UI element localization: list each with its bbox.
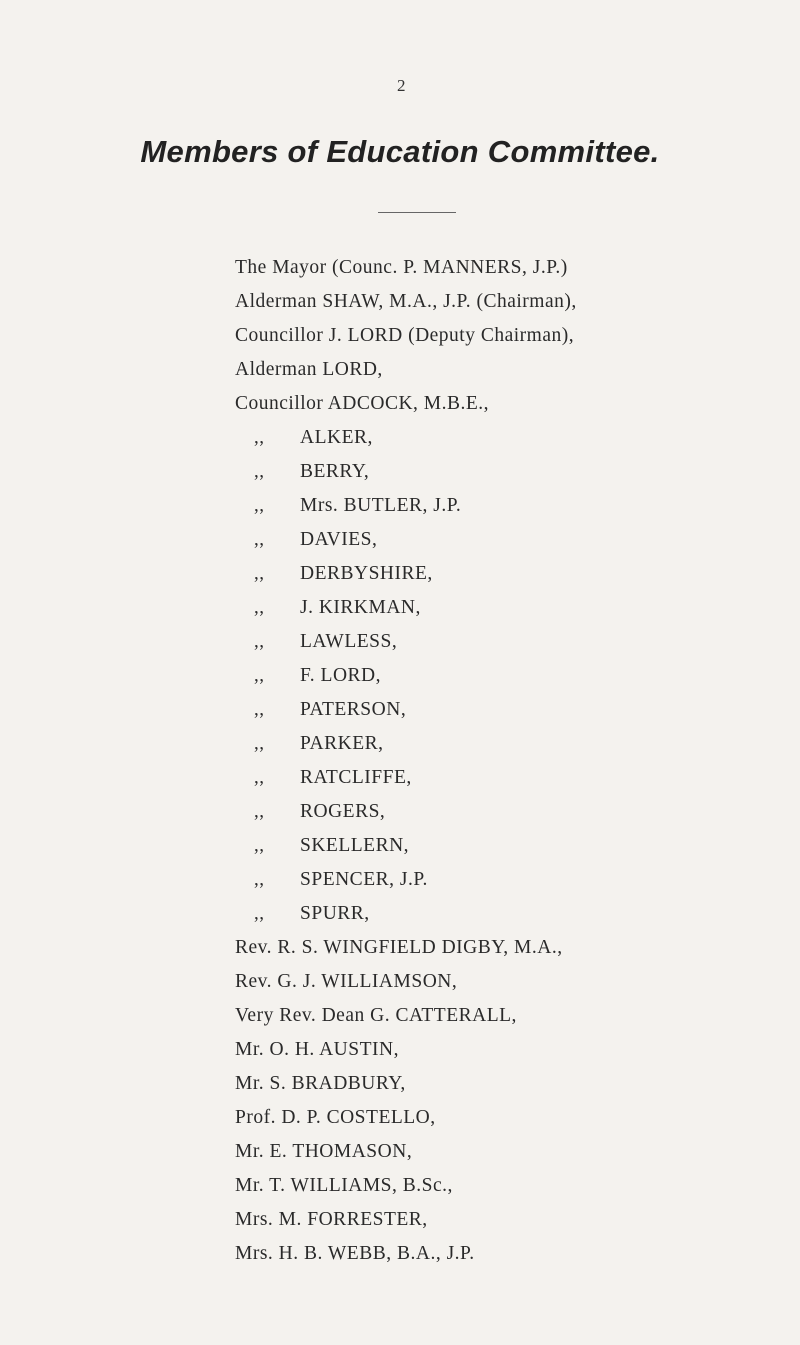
councillor-list-item bbox=[235, 829, 577, 863]
member-list-item: Alderman LORD, bbox=[235, 359, 383, 380]
councillor-name: J. KIRKMAN, bbox=[300, 597, 421, 618]
councillor-name: DAVIES, bbox=[300, 529, 378, 550]
councillor-list-item bbox=[235, 455, 577, 489]
ditto-mark: ,, bbox=[254, 563, 265, 584]
member-list-item: Rev. R. S. WINGFIELD DIGBY, M.A., bbox=[235, 937, 563, 958]
ditto-mark: ,, bbox=[254, 665, 265, 686]
member-list-item: The Mayor (Counc. P. MANNERS, J.P.) bbox=[235, 257, 568, 278]
councillor-list-item bbox=[235, 761, 577, 795]
councillor-name: ROGERS, bbox=[300, 801, 386, 822]
councillor-list-item bbox=[235, 591, 577, 625]
councillor-list-item bbox=[235, 727, 577, 761]
member-list-item: Prof. D. P. COSTELLO, bbox=[235, 1107, 436, 1128]
member-list-item: Mrs. M. FORRESTER, bbox=[235, 1209, 428, 1230]
ditto-mark: ,, bbox=[254, 733, 265, 754]
member-list-item: Mr. S. BRADBURY, bbox=[235, 1073, 406, 1094]
councillor-name: LAWLESS, bbox=[300, 631, 398, 652]
councillor-name: SPURR, bbox=[300, 903, 370, 924]
ditto-mark: ,, bbox=[254, 801, 265, 822]
member-list-item: Councillor ADCOCK, M.B.E., bbox=[235, 393, 490, 414]
councillor-name: PATERSON, bbox=[300, 699, 407, 720]
councillor-name: SPENCER, J.P. bbox=[300, 869, 428, 890]
ditto-mark: ,, bbox=[254, 699, 265, 720]
councillor-list-item bbox=[235, 625, 577, 659]
councillor-list-item bbox=[235, 659, 577, 693]
title-divider bbox=[378, 212, 456, 213]
member-list-item: Mr. T. WILLIAMS, B.Sc., bbox=[235, 1175, 453, 1196]
ditto-mark: ,, bbox=[254, 427, 265, 448]
councillor-name: BERRY, bbox=[300, 461, 370, 482]
councillor-name: SKELLERN, bbox=[300, 835, 410, 856]
councillor-list-item bbox=[235, 795, 577, 829]
page-title: Members of Education Committee. bbox=[140, 134, 660, 169]
ditto-mark: ,, bbox=[254, 495, 265, 516]
ditto-mark: ,, bbox=[254, 767, 265, 788]
councillor-name: DERBYSHIRE, bbox=[300, 563, 433, 584]
councillor-list-item bbox=[235, 557, 577, 591]
ditto-mark: ,, bbox=[254, 631, 265, 652]
councillor-list-item bbox=[235, 489, 577, 523]
member-list-item: Rev. G. J. WILLIAMSON, bbox=[235, 971, 458, 992]
member-list-item: Very Rev. Dean G. CATTERALL, bbox=[235, 1005, 517, 1026]
councillor-name: Mrs. BUTLER, J.P. bbox=[300, 495, 462, 516]
ditto-mark: ,, bbox=[254, 461, 265, 482]
member-list-item: Alderman SHAW, M.A., J.P. (Chairman), bbox=[235, 291, 577, 312]
councillor-list-item bbox=[235, 523, 577, 557]
member-list-item: Councillor J. LORD (Deputy Chairman), bbox=[235, 325, 575, 346]
ditto-mark: ,, bbox=[254, 835, 265, 856]
councillor-list-item bbox=[235, 897, 577, 931]
member-list-item: Mrs. H. B. WEBB, B.A., J.P. bbox=[235, 1243, 475, 1264]
councillor-name: ALKER, bbox=[300, 427, 373, 448]
councillor-name: F. LORD, bbox=[300, 665, 381, 686]
councillor-list-item bbox=[235, 693, 577, 727]
ditto-mark: ,, bbox=[254, 597, 265, 618]
page-number: 2 bbox=[397, 76, 406, 95]
councillor-list-item bbox=[235, 863, 577, 897]
ditto-mark: ,, bbox=[254, 903, 265, 924]
councillor-list-item bbox=[235, 421, 577, 455]
committee-member-list bbox=[235, 251, 577, 1271]
ditto-mark: ,, bbox=[254, 529, 265, 550]
member-list-item: Mr. E. THOMASON, bbox=[235, 1141, 413, 1162]
ditto-mark: ,, bbox=[254, 869, 265, 890]
councillor-name: PARKER, bbox=[300, 733, 384, 754]
member-list-item: Mr. O. H. AUSTIN, bbox=[235, 1039, 399, 1060]
councillor-name: RATCLIFFE, bbox=[300, 767, 412, 788]
